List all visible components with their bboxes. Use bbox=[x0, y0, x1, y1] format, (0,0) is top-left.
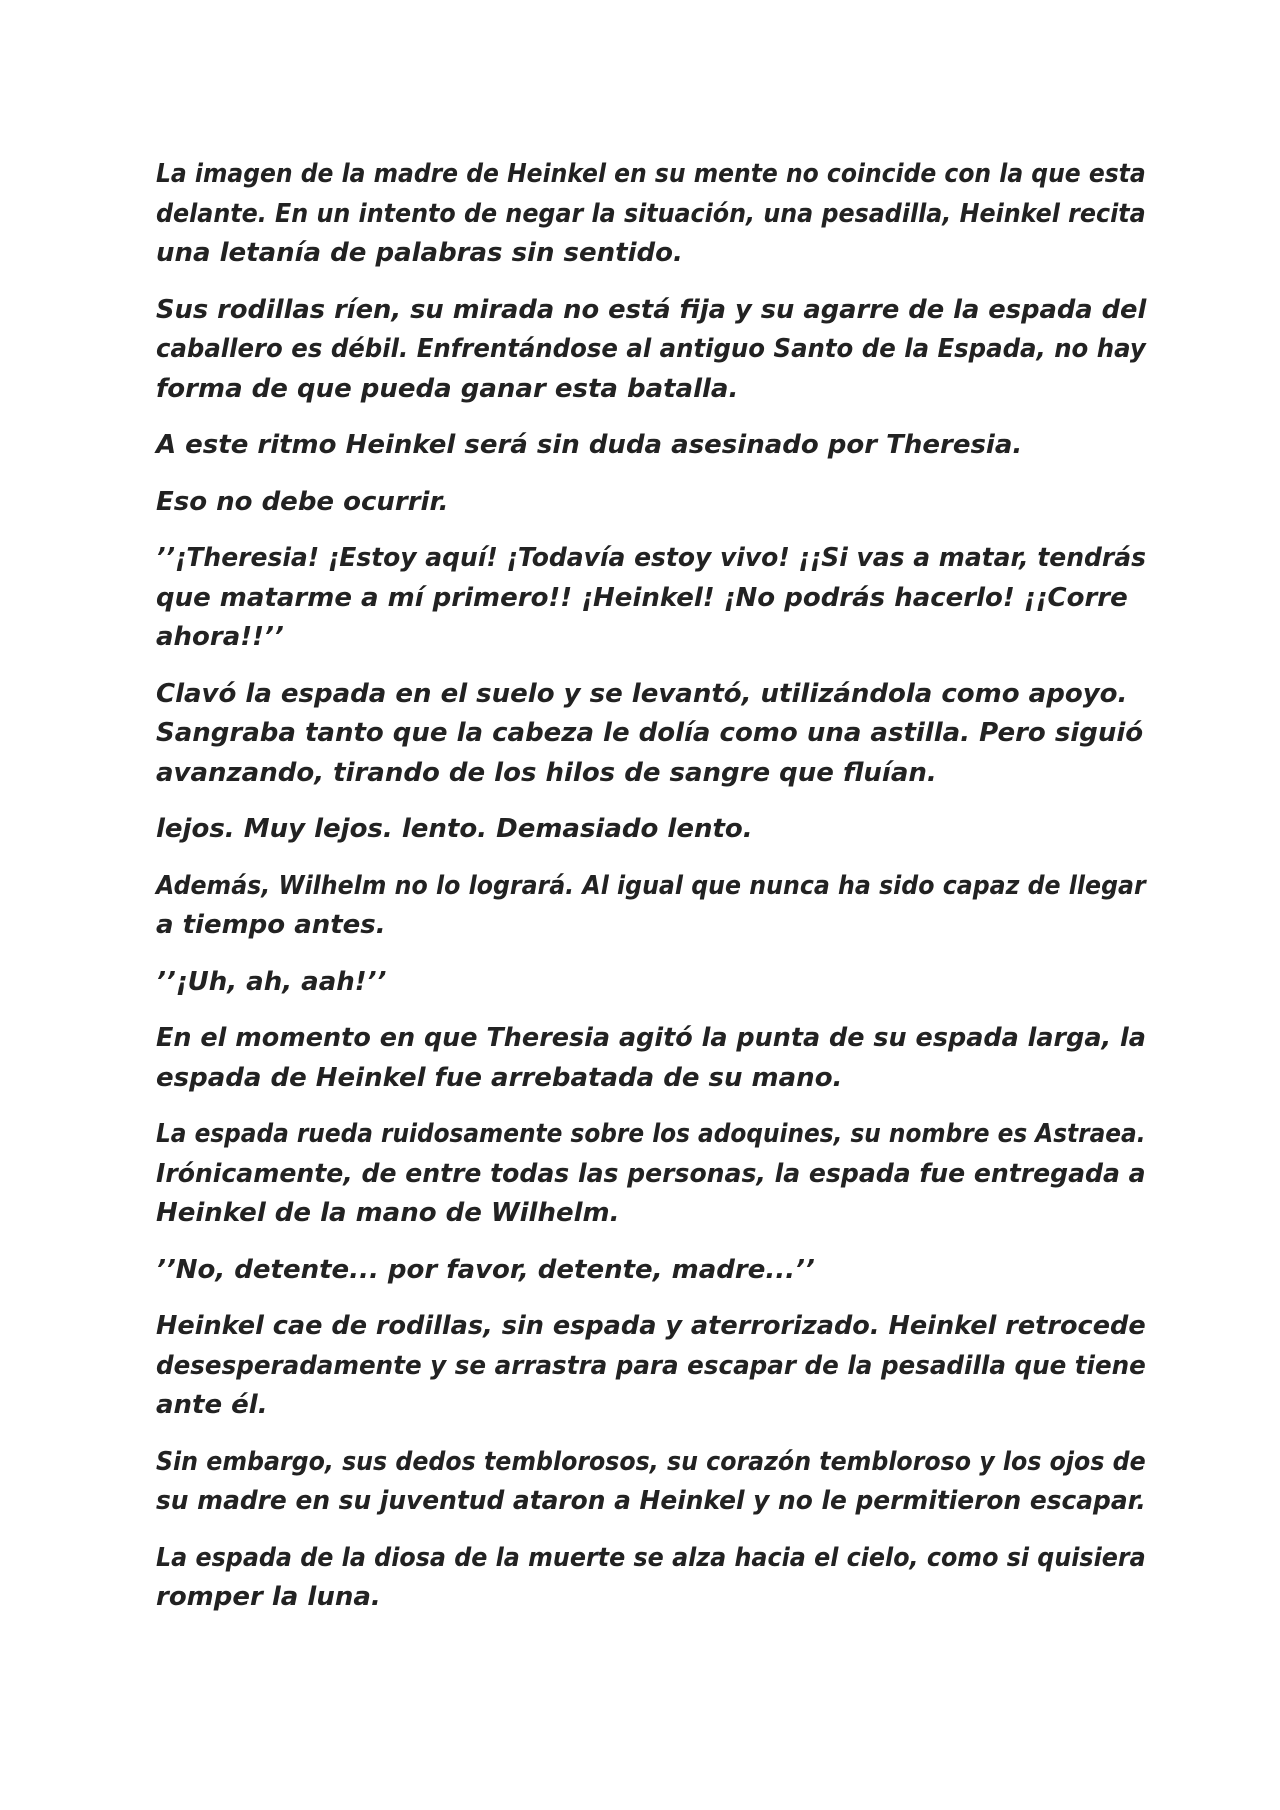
text-line: Irónicamente, de entre todas las personas, la espada fue entregada a bbox=[156, 1158, 1146, 1189]
paragraph bbox=[156, 1443, 1146, 1522]
paragraph bbox=[156, 675, 1146, 794]
paragraph bbox=[156, 155, 1146, 274]
paragraph bbox=[156, 1251, 1146, 1291]
text-line: forma de que pueda ganar esta batalla. bbox=[156, 373, 739, 404]
text-line: Sin embargo, sus dedos temblorosos, su corazón tembloroso y los ojos de bbox=[156, 1446, 1146, 1477]
text-line: a tiempo antes. bbox=[156, 910, 386, 940]
text-line: que matarme a mí primero!! ¡Heinkel! ¡No podrás hacerlo! ¡¡Corre bbox=[156, 582, 1128, 613]
paragraph bbox=[156, 1115, 1146, 1234]
paragraph bbox=[156, 483, 1146, 523]
text-line: ’’No, detente... por favor, detente, madre...’’ bbox=[156, 1254, 815, 1285]
paragraph bbox=[156, 426, 1146, 466]
text-line: ahora!!’’ bbox=[156, 622, 284, 652]
text-line: romper la luna. bbox=[156, 1582, 381, 1612]
paragraph bbox=[156, 1307, 1146, 1426]
text-line: su madre en su juventud ataron a Heinkel y no le permitieron escapar. bbox=[156, 1486, 1146, 1516]
text-line: Además, Wilhelm no lo logrará. Al igual que nunca ha sido capaz de llegar bbox=[156, 870, 1146, 901]
text-line: avanzando, tirando de los hilos de sangre que fluían. bbox=[156, 757, 937, 788]
text-line: Eso no debe ocurrir. bbox=[156, 486, 449, 517]
paragraph bbox=[156, 539, 1146, 658]
text-line: A este ritmo Heinkel será sin duda asesinado por Theresia. bbox=[156, 430, 1023, 460]
text-line: Sus rodillas ríen, su mirada no está fija y su agarre de la espada del bbox=[156, 294, 1147, 325]
text-line: La imagen de la madre de Heinkel en su mente no coincide con la que esta bbox=[156, 159, 1146, 189]
paragraph bbox=[156, 1539, 1146, 1618]
text-line: ’’¡Uh, ah, aah!’’ bbox=[156, 966, 387, 997]
text-line: En el momento en que Theresia agitó la punta de su espada larga, la bbox=[156, 1023, 1146, 1053]
document-body bbox=[156, 155, 1146, 1635]
paragraph bbox=[156, 963, 1146, 1003]
text-line: Sangraba tanto que la cabeza le dolía como una astilla. Pero siguió bbox=[156, 718, 1144, 748]
text-line: Heinkel de la mano de Wilhelm. bbox=[156, 1198, 620, 1228]
text-line: La espada de la diosa de la muerte se alza hacia el cielo, como si quisiera bbox=[156, 1542, 1146, 1573]
text-line: La espada rueda ruidosamente sobre los adoquines, su nombre es Astraea. bbox=[156, 1119, 1146, 1149]
text-line: Heinkel cae de rodillas, sin espada y aterrorizado. Heinkel retrocede bbox=[156, 1311, 1146, 1341]
text-line: lejos. Muy lejos. lento. Demasiado lento. bbox=[156, 814, 753, 844]
paragraph bbox=[156, 810, 1146, 850]
text-line: ’’¡Theresia! ¡Estoy aquí! ¡Todavía estoy vivo! ¡¡Si vas a matar, tendrás bbox=[156, 543, 1146, 573]
text-line: delante. En un intento de negar la situación, una pesadilla, Heinkel recita bbox=[156, 198, 1146, 229]
text-line: Clavó la espada en el suelo y se levantó, utilizándola como apoyo. bbox=[156, 678, 1128, 709]
paragraph bbox=[156, 867, 1146, 946]
text-line: una letanía de palabras sin sentido. bbox=[156, 238, 683, 268]
text-line: ante él. bbox=[156, 1390, 268, 1420]
paragraph bbox=[156, 1019, 1146, 1098]
text-line: desesperadamente y se arrastra para escapar de la pesadilla que tiene bbox=[156, 1350, 1146, 1381]
text-line: espada de Heinkel fue arrebatada de su mano. bbox=[156, 1062, 843, 1093]
text-line: caballero es débil. Enfrentándose al antiguo Santo de la Espada, no hay bbox=[156, 334, 1146, 364]
paragraph bbox=[156, 291, 1146, 410]
